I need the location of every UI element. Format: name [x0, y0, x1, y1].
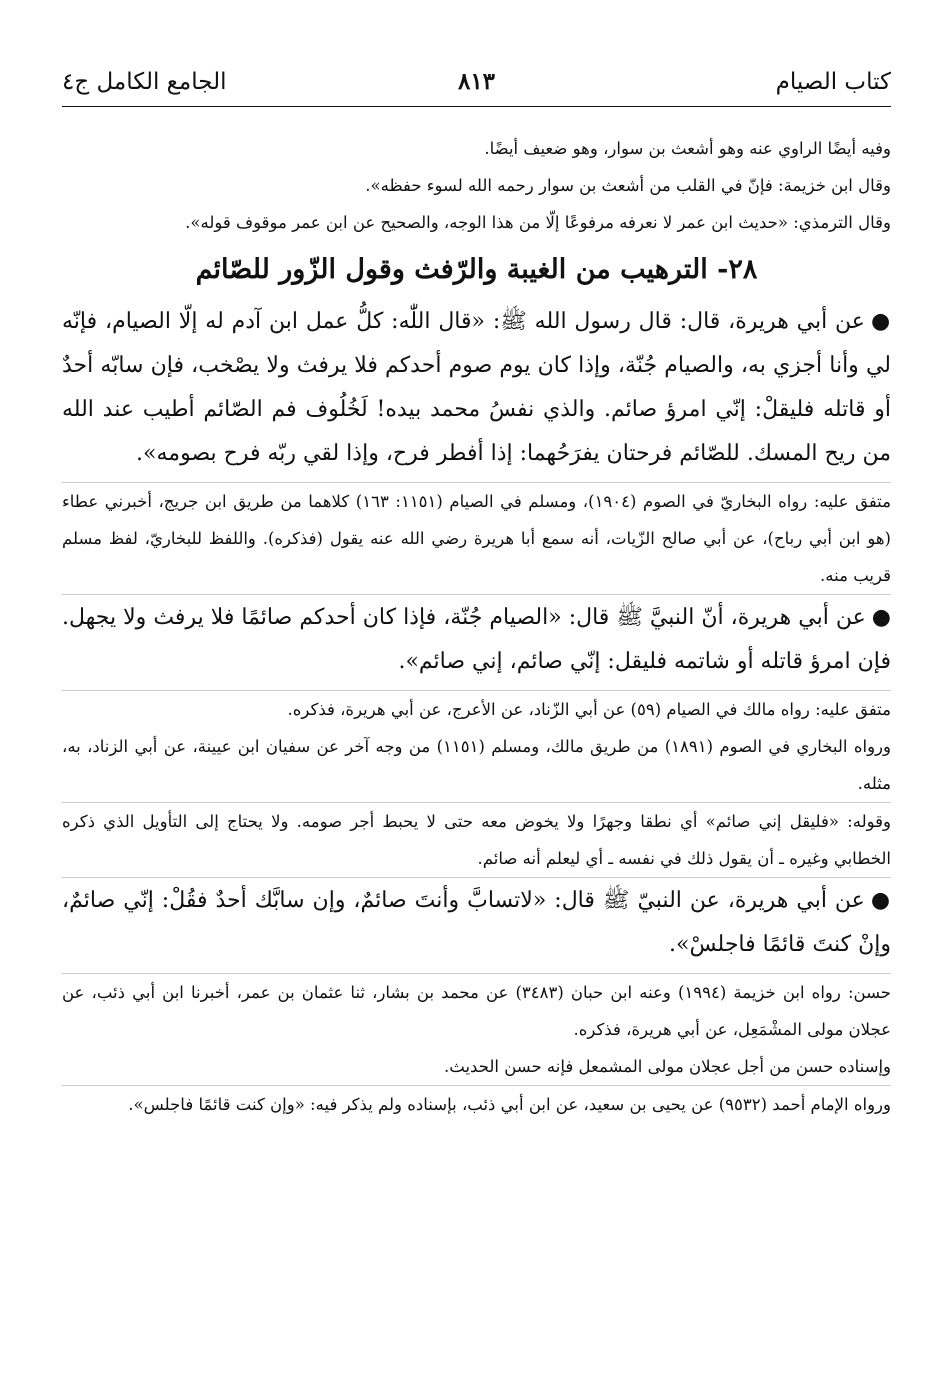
hadith-1-text: عن أبي هريرة، قال: قال رسول الله ﷺ: «قال اللّٰه: كلُّ عمل ابن آدم له إلّا الصيام، فإنّه لي وأنا أجزي به، والصيام جُنّة، وإذا كان يوم صوم أحدكم فلا يرفث ولا يصْخب، فإن سابّه أحدٌ أو قاتله فليقلْ: إنّي امرؤ صائم. والذي نفسُ محمد بيده! لَخُلُوف فم الصّائم أطيب عند الله من ريح المسك. للصّائم فرحتان يفرَحُهما: إذا أفطر فرح، وإذا لقي ربّه فرح بصومه». — [62, 309, 891, 466]
chapter-heading: ٢٨- الترهيب من الغيبة والرّفث وقول الزّور للصّائم — [195, 254, 758, 285]
bullet-icon: ● — [870, 887, 892, 913]
takhrij-3b: وإسناده حسن من أجل عجلان مولى المشمعل فإنه حسن الحديث. — [444, 1057, 891, 1076]
takhrij-2b: ورواه البخاري في الصوم (١٨٩١) من طريق مالك، ومسلم (١١٥١) من وجه آخر عن سفيان ابن عيينة، عن أبي الزناد، به، مثله. — [62, 737, 891, 793]
paragraph-narrator-note: وفيه أيضًا الراوي عنه وهو أشعث بن سوار، وهو ضعيف أيضًا. — [484, 139, 891, 158]
collection-title: الجامع الكامل ج٤ — [62, 69, 227, 95]
commentary-2: وقوله: «فليقل إني صائم» أي نطقا وجهرًا ولا يخوض معه حتى لا يحبط أجر صومه. ولا يحتاج إلى التأويل الذي ذكره الخطابي وغيره ـ أن يقول ذلك في نفسه ـ أي ليعلم أنه صائم. — [62, 802, 891, 877]
page-number: ٨١٣ — [457, 68, 496, 95]
hadith-2-text: عن أبي هريرة، أنّ النبيَّ ﷺ قال: «الصيام جُنّة، فإذا كان أحدكم صائمًا فلا يرفث ولا يجهل. فإن امرؤ قاتله أو شاتمه فليقل: إنّي صائم، إني صائم». — [62, 605, 891, 674]
takhrij-2a: متفق عليه: رواه مالك في الصيام (٥٩) عن أبي الزّناد، عن الأعرج، عن أبي هريرة، فذكره. — [62, 690, 891, 728]
bullet-icon: ● — [870, 308, 891, 334]
hadith-1 — [62, 299, 891, 476]
page-header — [62, 62, 891, 107]
book-title: كتاب الصيام — [775, 69, 891, 95]
paragraph-ibn-khuzaymah-note: وقال ابن خزيمة: فإنّ في القلب من أشعث بن سوار رحمه الله لسوء حفظه». — [365, 176, 891, 195]
page-body — [62, 130, 891, 1123]
takhrij-3a: حسن: رواه ابن خزيمة (١٩٩٤) وعنه ابن حبان (٣٤٨٣) عن محمد بن بشار، ثنا عثمان بن عمر، أخبرنا ابن أبي ذئب، عن عجلان مولى المشْمَعِل، عن أبي هريرة، فذكره. — [62, 973, 891, 1048]
takhrij-1: متفق عليه: رواه البخاريّ في الصوم (١٩٠٤)، ومسلم في الصيام (١١٥١: ١٦٣) كلاهما من طريق ابن جريج، أخبرني عطاء (هو ابن أبي رباح)، عن أبي صالح الزّيات، أنه سمع أبا هريرة رضي الله عنه يقول (فذكره). واللفظ للبخاريّ، لفظ مسلم قريب منه. — [62, 482, 891, 594]
hadith-3 — [62, 877, 891, 967]
takhrij-3c: ورواه الإمام أحمد (٩٥٣٢) عن يحيى بن سعيد، عن ابن أبي ذئب، بإسناده ولم يذكر فيه: «وإن كنت قائمًا فاجلس». — [62, 1085, 891, 1123]
paragraph-tirmidhi-note: وقال الترمذي: «حديث ابن عمر لا نعرفه مرفوعًا إلّا من هذا الوجه، والصحيح عن ابن عمر موقوف قوله». — [185, 213, 891, 232]
bullet-icon: ● — [871, 604, 892, 630]
hadith-3-text: عن أبي هريرة، عن النبيّ ﷺ قال: «لاتسابَّ وأنتَ صائمٌ، وإن سابَّك أحدٌ فقُلْ: إنّي صائمٌ، وإنْ كنتَ قائمًا فاجلسْ». — [62, 888, 891, 957]
hadith-2 — [62, 594, 891, 684]
